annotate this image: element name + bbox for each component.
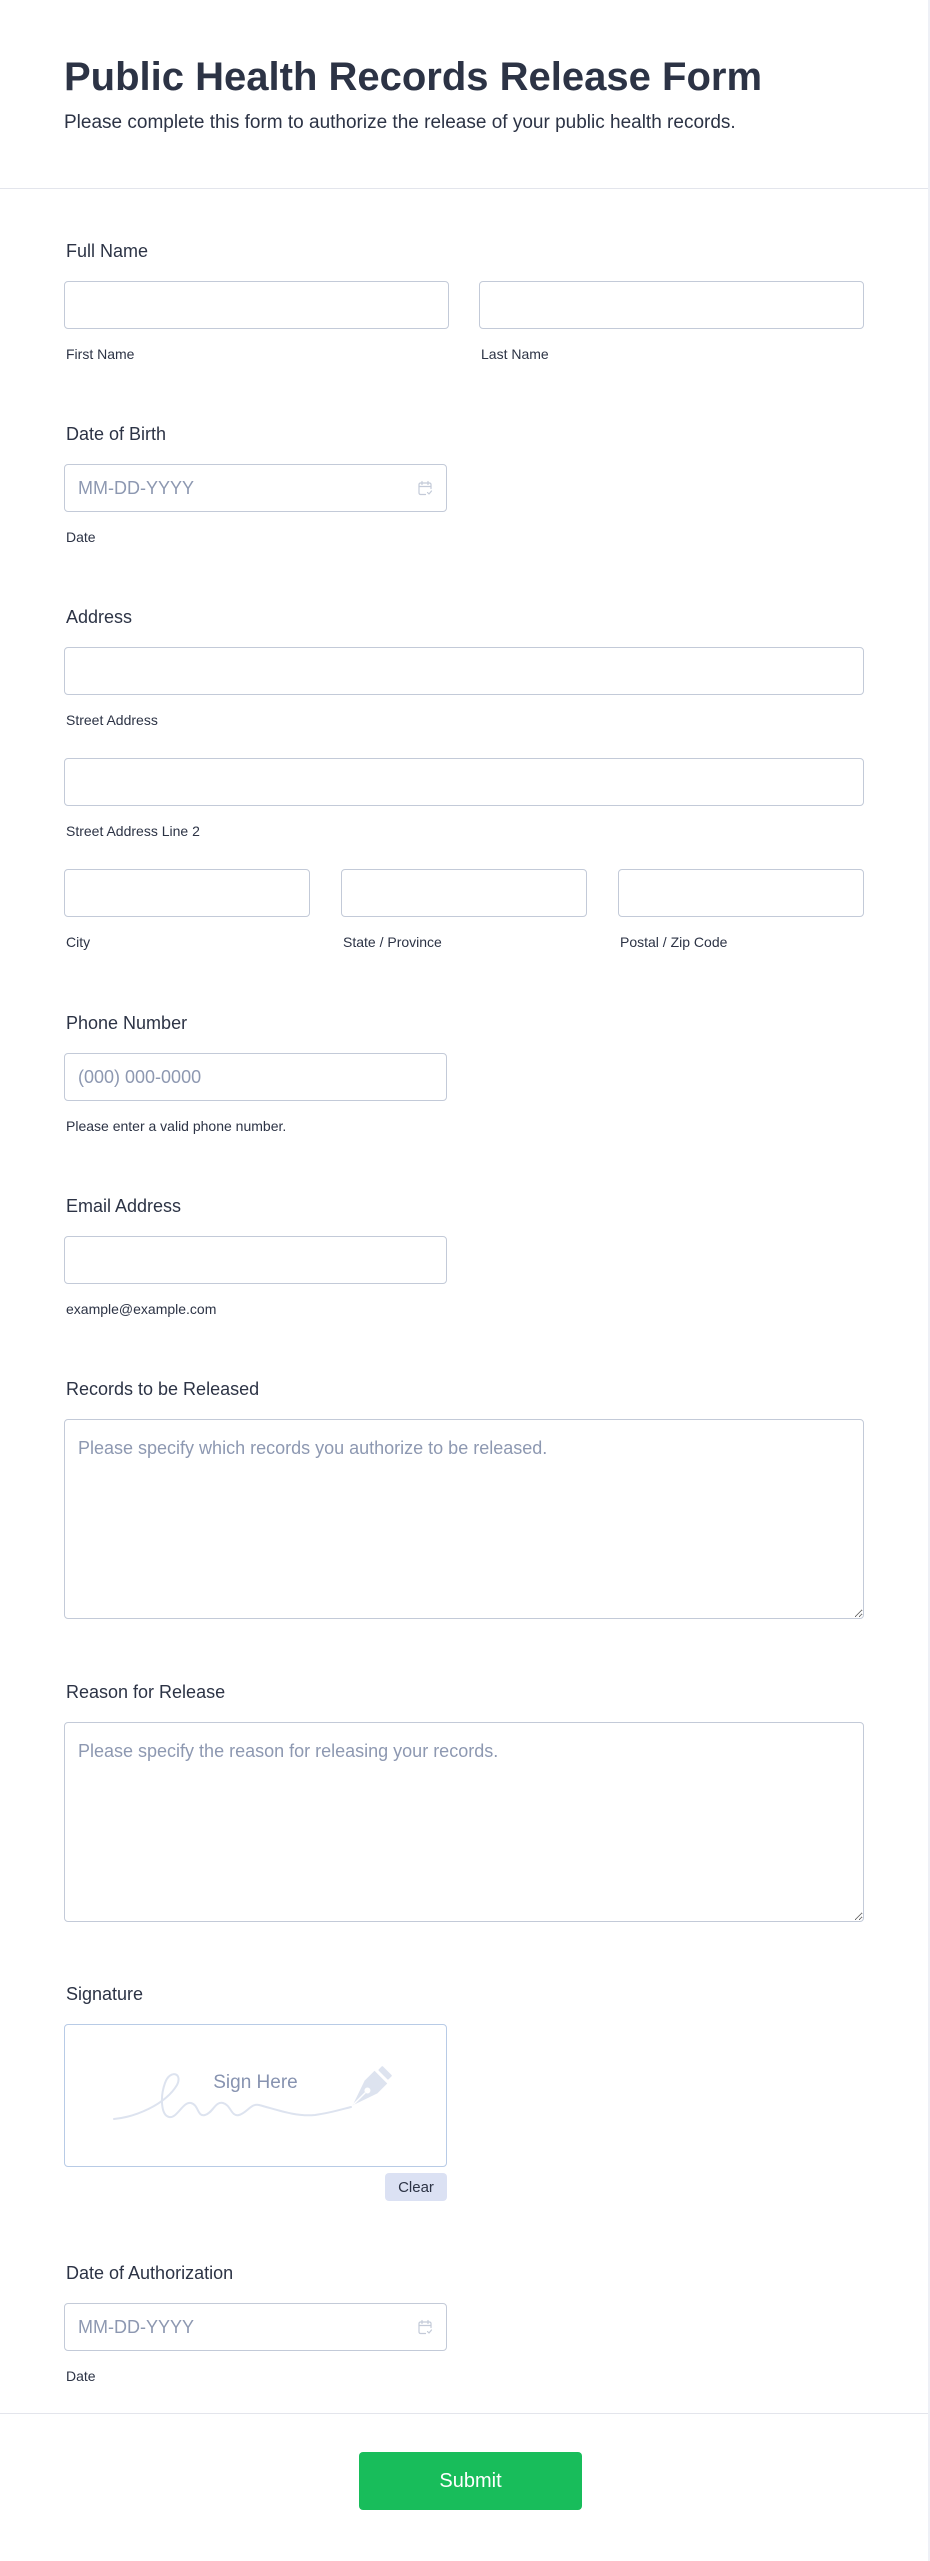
city-group — [64, 869, 310, 951]
date-of-birth-group — [64, 464, 447, 512]
calendar-icon[interactable] — [417, 2319, 433, 2335]
email-helper-text: example@example.com — [66, 1301, 217, 1317]
state-group — [341, 869, 587, 951]
phone-section — [64, 1012, 864, 1135]
date-of-birth-section — [64, 423, 864, 546]
records-textarea[interactable] — [64, 1419, 864, 1619]
authorization-date-group — [64, 2303, 447, 2351]
footer-divider — [0, 2413, 928, 2414]
first-name-input[interactable] — [64, 281, 449, 329]
postal-zip-sublabel: Postal / Zip Code — [620, 934, 728, 950]
street-address-input[interactable] — [64, 647, 864, 695]
date-of-birth-row — [64, 464, 864, 512]
records-label: Records to be Released — [66, 1379, 260, 1399]
city-sublabel: City — [66, 934, 91, 950]
full-name-section — [64, 240, 864, 363]
street-address-line2-group — [64, 758, 864, 840]
street-address-row — [64, 647, 864, 729]
street-address-sublabel: Street Address — [66, 712, 158, 728]
city-input[interactable] — [64, 869, 310, 917]
city-state-zip-row — [64, 869, 864, 951]
authorization-date-row — [64, 2303, 864, 2351]
phone-label: Phone Number — [66, 1013, 188, 1033]
authorization-date-sublabel: Date — [66, 2368, 96, 2384]
date-of-birth-input[interactable] — [64, 464, 447, 512]
authorization-date-section — [64, 2262, 864, 2385]
signature-pad[interactable] — [64, 2024, 447, 2167]
phone-row — [64, 1053, 864, 1101]
signature-label: Signature — [66, 1984, 144, 2004]
state-province-input[interactable] — [341, 869, 587, 917]
records-section — [64, 1378, 864, 1619]
submit-button[interactable]: Submit — [359, 2452, 582, 2510]
clear-signature-button[interactable]: Clear — [385, 2173, 447, 2201]
first-name-group — [64, 281, 449, 363]
email-label: Email Address — [66, 1196, 182, 1216]
first-name-sublabel: First Name — [66, 346, 135, 362]
email-section — [64, 1195, 864, 1318]
last-name-sublabel: Last Name — [481, 346, 549, 362]
full-name-label: Full Name — [66, 241, 149, 261]
full-name-row — [64, 281, 864, 363]
street-address-line2-row — [64, 758, 864, 840]
address-label: Address — [66, 607, 133, 627]
state-province-sublabel: State / Province — [343, 934, 442, 950]
email-input[interactable] — [64, 1236, 447, 1284]
street-address-line2-input[interactable] — [64, 758, 864, 806]
reason-label: Reason for Release — [66, 1682, 226, 1702]
signature-scribble-icon — [65, 2025, 446, 2166]
zip-group — [618, 869, 864, 951]
sign-here-prompt: Sign Here — [213, 2072, 298, 2093]
phone-helper-text: Please enter a valid phone number. — [66, 1118, 287, 1134]
address-section — [64, 606, 864, 951]
phone-input[interactable] — [64, 1053, 447, 1101]
street-address-group — [64, 647, 864, 729]
calendar-icon[interactable] — [417, 480, 433, 496]
authorization-date-input[interactable] — [64, 2303, 447, 2351]
date-of-birth-label: Date of Birth — [66, 424, 167, 444]
last-name-group — [479, 281, 864, 363]
signature-footer — [64, 2173, 447, 2201]
page-title: Public Health Records Release Form — [64, 55, 763, 99]
reason-section — [64, 1681, 864, 1922]
header-divider — [0, 188, 928, 189]
reason-textarea[interactable] — [64, 1722, 864, 1922]
authorization-date-label: Date of Authorization — [66, 2263, 234, 2283]
postal-zip-input[interactable] — [618, 869, 864, 917]
street-address-line2-sublabel: Street Address Line 2 — [66, 823, 200, 839]
date-of-birth-sublabel: Date — [66, 529, 96, 545]
email-row — [64, 1236, 864, 1284]
page-subtitle: Please complete this form to authorize the release of your public health records. — [64, 112, 736, 133]
last-name-input[interactable] — [479, 281, 864, 329]
signature-section — [64, 1983, 864, 2201]
